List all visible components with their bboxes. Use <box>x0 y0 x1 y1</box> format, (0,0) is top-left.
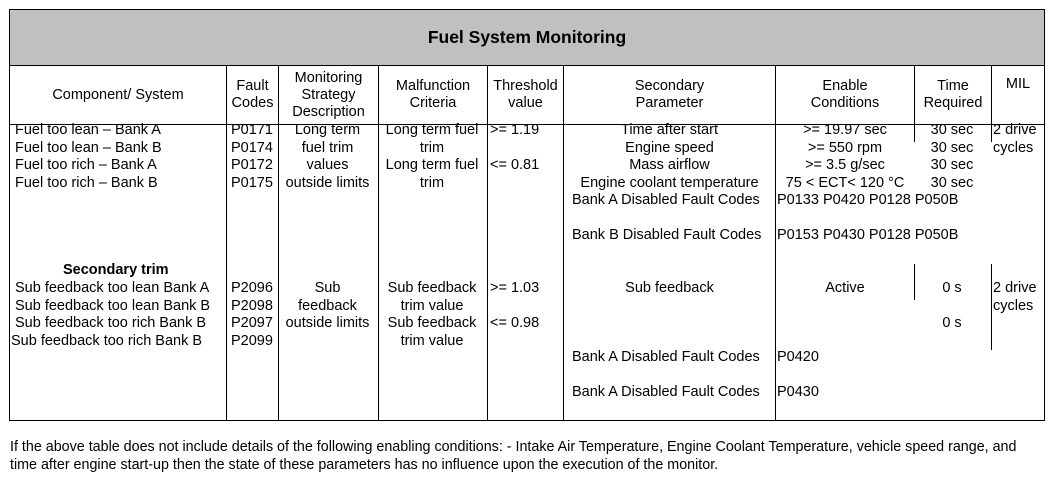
disabled-codes: P0430 <box>777 384 819 400</box>
header-threshold: Threshold value <box>493 78 558 111</box>
strategy-line: outside limits <box>285 174 370 191</box>
malfunction-line: Sub feedback <box>387 280 477 296</box>
footnote: If the above table does not include details of the following enabling conditions: - Intake Air Temperature, Engine Coolant Temperature, vehicle speed range, and time after engine start-up then the state of these parameters has no influence upon the execution of the monitor. <box>10 439 1017 473</box>
fault-code: P0171 <box>231 122 273 138</box>
enable-condition: Active <box>825 280 865 296</box>
enable-condition: >= 3.5 g/sec <box>805 157 885 173</box>
malfunction-line: trim <box>419 139 445 156</box>
disabled-codes-label: Bank A Disabled Fault Codes <box>572 384 760 400</box>
component-item: Fuel too rich – Bank A <box>15 157 157 173</box>
secondary-trim-heading: Secondary trim <box>63 262 169 278</box>
disabled-codes-label: Bank A Disabled Fault Codes <box>572 349 760 365</box>
component-item: Fuel too rich – Bank B <box>15 174 158 191</box>
strategy-line: Long term <box>294 122 361 138</box>
enable-condition: >= 19.97 sec <box>803 122 887 138</box>
fuel-system-table <box>9 9 1045 421</box>
mil-value: 2 drive <box>993 280 1037 296</box>
component-item: Fuel too lean – Bank B <box>15 139 162 156</box>
malfunction-line: trim <box>419 174 445 191</box>
strategy-line: values <box>306 157 349 173</box>
table-title: Fuel System Monitoring <box>10 10 1044 66</box>
time-required: 30 sec <box>930 139 974 156</box>
col-divider <box>991 264 992 350</box>
time-required: 30 sec <box>930 122 974 138</box>
fault-code: P2097 <box>231 315 273 331</box>
component-item: Fuel too lean – Bank A <box>15 122 161 138</box>
fault-code: P0174 <box>231 139 273 156</box>
secondary-parameter: Sub feedback <box>625 280 714 296</box>
header-fault-codes: Fault Codes <box>231 78 274 111</box>
malfunction-line: Long term fuel <box>385 122 479 138</box>
header-component: Component/ System <box>52 86 184 103</box>
strategy-line: feedback <box>298 297 357 314</box>
header-enable: Enable Conditions <box>810 78 880 111</box>
strategy-line: outside limits <box>285 315 370 331</box>
header-time: Time Required <box>923 78 983 111</box>
fault-code: P2099 <box>231 332 273 349</box>
disabled-codes: P0420 <box>777 349 819 365</box>
mil-value: 2 drive <box>993 122 1037 138</box>
mil-value: cycles <box>993 139 1034 156</box>
threshold-value: >= 1.03 <box>490 280 540 296</box>
disabled-codes-label: Bank B Disabled Fault Codes <box>572 227 762 243</box>
malfunction-line: trim value <box>400 297 464 314</box>
fault-code: P2096 <box>231 280 273 296</box>
time-required: 30 sec <box>930 174 974 191</box>
component-item: Sub feedback too lean Bank B <box>15 297 211 314</box>
component-item: Sub feedback too lean Bank A <box>15 280 210 296</box>
time-required: 30 sec <box>930 157 974 173</box>
threshold-value: >= 1.19 <box>490 122 540 138</box>
header-strategy: Monitoring Strategy Description <box>292 69 365 120</box>
disabled-codes: P0153 P0430 P0128 P050B <box>777 227 959 243</box>
secondary-parameter: Engine coolant temperature <box>580 174 759 191</box>
secondary-parameter: Engine speed <box>625 139 714 156</box>
malfunction-line: Sub feedback <box>387 315 477 331</box>
fault-code: P0172 <box>231 157 273 173</box>
enable-condition: 75 < ECT< 120 °C <box>785 174 905 191</box>
component-item: Sub feedback too rich Bank B <box>15 315 207 331</box>
disabled-codes-label: Bank A Disabled Fault Codes <box>572 192 760 208</box>
malfunction-line: Long term fuel <box>385 157 479 173</box>
header-secondary: Secondary Parameter <box>634 78 705 111</box>
malfunction-line: trim value <box>400 332 464 349</box>
secondary-parameter: Mass airflow <box>629 157 710 173</box>
time-required: 0 s <box>942 280 962 296</box>
mil-value: cycles <box>993 297 1034 314</box>
disabled-codes: P0133 P0420 P0128 P050B <box>777 192 959 208</box>
header-malfunction: Malfunction Criteria <box>395 78 471 111</box>
component-item: Sub feedback too rich Bank B <box>11 332 203 349</box>
threshold-value: <= 0.81 <box>490 157 540 173</box>
secondary-parameter: Time after start <box>621 122 718 138</box>
header-mil: MIL <box>1005 76 1031 92</box>
fault-code: P2098 <box>231 297 273 314</box>
time-required: 0 s <box>942 315 962 331</box>
strategy-line: Sub <box>314 280 341 296</box>
fault-code: P0175 <box>231 174 273 191</box>
threshold-value: <= 0.98 <box>490 315 540 331</box>
enable-condition: >= 550 rpm <box>807 139 883 156</box>
strategy-line: fuel trim <box>301 139 354 156</box>
